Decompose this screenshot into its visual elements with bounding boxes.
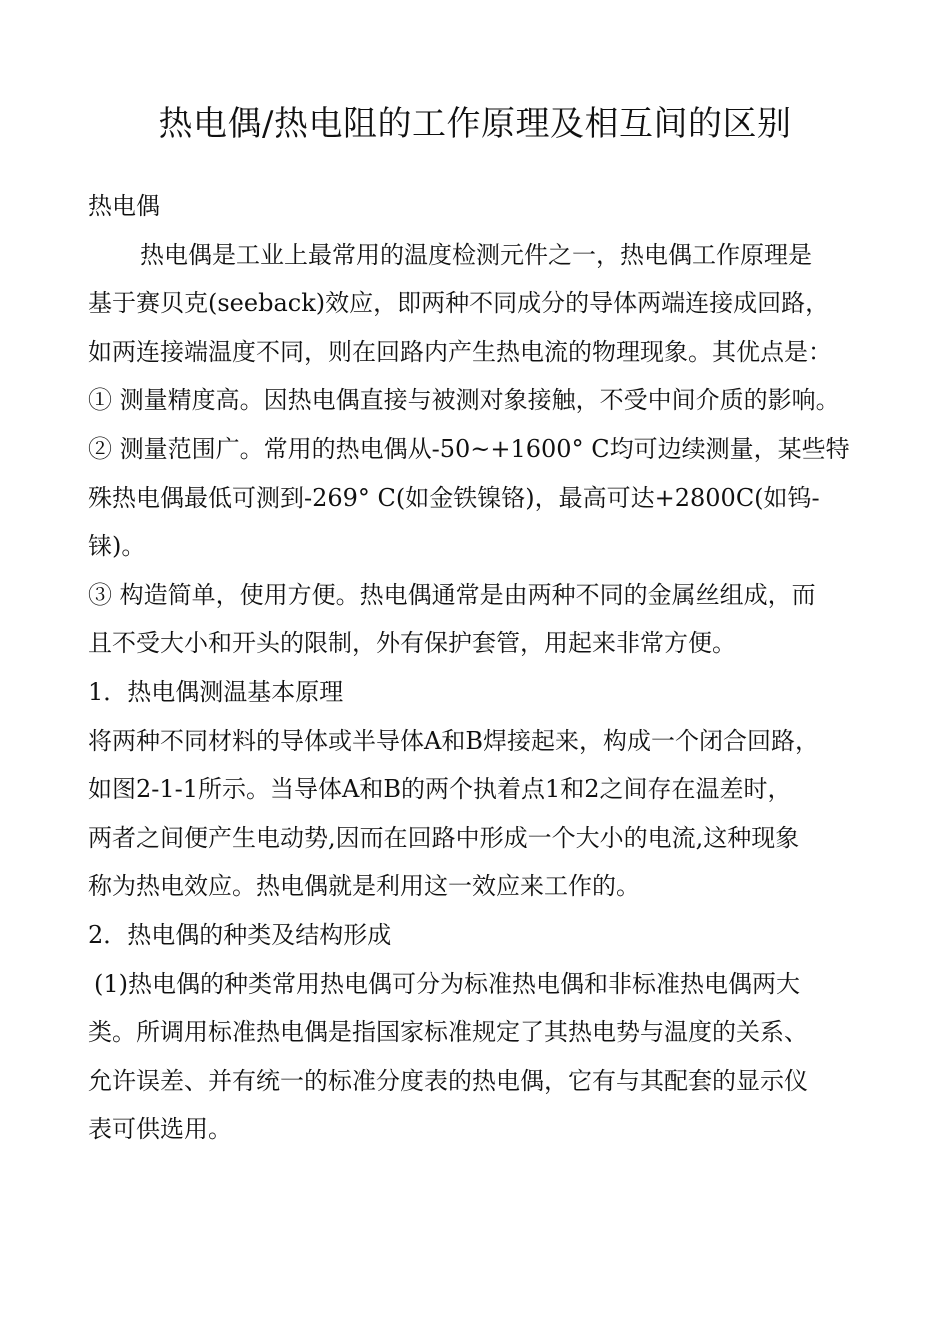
document-body (88, 182, 878, 1154)
document-title: 热电偶/热电阻的工作原理及相互间的区别 (158, 104, 792, 144)
paragraph-line: 允许误差、并有统一的标准分度表的热电偶，它有与其配套的显示仪 (88, 1066, 808, 1095)
advantage-item-3: ③ 构造简单，使用方便。热电偶通常是由两种不同的金属丝组成，而 (88, 580, 816, 609)
paragraph-line: 且不受大小和开头的限制，外有保护套管，用起来非常方便。 (88, 629, 736, 658)
section-heading-types: 2．热电偶的种类及结构形成 (88, 920, 392, 949)
paragraph-line: 如图2-1-1所示。当导体A和B的两个执着点1和2之间存在温差时， (88, 775, 792, 804)
paragraph-line: 称为热电效应。热电偶就是利用这一效应来工作的。 (88, 872, 640, 901)
paragraph-line: 如两连接端温度不同，则在回路内产生热电流的物理现象。其优点是： (88, 337, 832, 366)
paragraph-line: 表可供选用。 (88, 1115, 232, 1144)
advantage-item-1: ① 测量精度高。因热电偶直接与被测对象接触，不受中间介质的影响。 (88, 386, 840, 415)
paragraph-line: 类。所调用标准热电偶是指国家标准规定了其热电势与温度的关系、 (88, 1018, 808, 1047)
section-heading-thermocouple: 热电偶 (88, 192, 160, 220)
paragraph-line: (1)热电偶的种类常用热电偶可分为标准热电偶和非标准热电偶两大 (94, 969, 800, 998)
paragraph-line: 基于赛贝克(seeback)效应，即两种不同成分的导体两端连接成回路， (88, 289, 830, 318)
advantage-item-2: ② 测量范围广。常用的热电偶从-50~+1600° C均可边续测量，某些特 (88, 434, 850, 463)
paragraph-line: 铼)。 (88, 532, 146, 561)
section-heading-principle: 1．热电偶测温基本原理 (88, 677, 344, 706)
paragraph-line: 两者之间便产生电动势,因而在回路中形成一个大小的电流,这种现象 (88, 823, 800, 852)
paragraph-line: 殊热电偶最低可测到-269° C(如金铁镍铬)，最高可达+2800C(如钨- (88, 483, 820, 512)
paragraph-line: 将两种不同材料的导体或半导体A和B焊接起来，构成一个闭合回路， (88, 726, 819, 755)
paragraph-line: 热电偶是工业上最常用的温度检测元件之一，热电偶工作原理是 (140, 240, 812, 269)
